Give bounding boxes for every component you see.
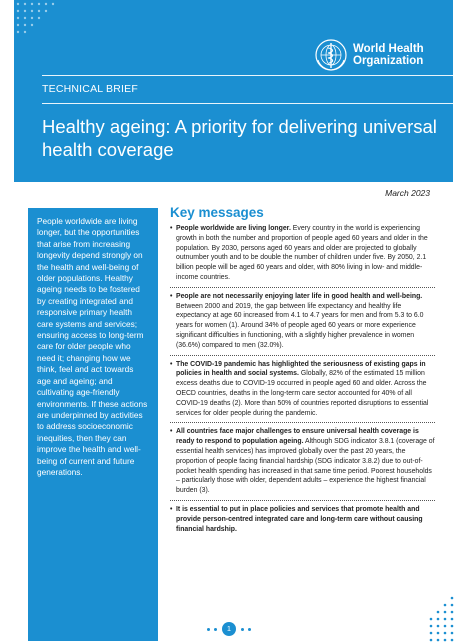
key-message-item: • All countries face major challenges to ensure universal health coverage is ready to respond to population ageing. Although SDG indicator 3.8.1 (coverage of essential health services) has improved globally over the past 20 years, the proportion of people facing financial hardship (SDG indicator 3.8.2) due to out-of-pocket health spending has increased in that same time period. Poorest households – particularly those with older, dependent adults – experience the highest financial burden (3). (170, 428, 435, 495)
key-messages-section (170, 205, 435, 534)
who-emblem-icon (314, 38, 348, 72)
decorative-dot (207, 628, 210, 631)
organization-name: World Health Organization (353, 42, 424, 67)
summary-sidebar (28, 208, 158, 641)
publication-date: March 2023 (385, 188, 430, 198)
page-title: Healthy ageing: A priority for delivering universal health coverage (42, 116, 437, 160)
dotted-divider (170, 287, 435, 288)
summary-text: People worldwide are living longer, but the opportunities that arise from increasing longevity depend strongly on the health and well-being of older populations. Healthy ageing needs to be fostered by creating integrated and responsive primary health care systems and services; ensuring access to long-term care for older people who need it; changing how we think, feel and act towards age and ageing; and cultivating age-friendly environments. If these actions are underpinned by activities to address socioeconomic inequities, then they can improve the health and well-being of current and future generations. (37, 216, 148, 477)
decorative-dot (214, 628, 217, 631)
document-type-label: TECHNICAL BRIEF (42, 83, 138, 95)
dotted-divider (170, 355, 435, 356)
decorative-dots (14, 0, 70, 36)
bullet-icon: • (170, 505, 173, 513)
bullet-icon: • (170, 292, 173, 300)
page-number-indicator (205, 622, 253, 636)
dotted-divider (170, 422, 435, 423)
key-message-item: • People worldwide are living longer. Every country in the world is experiencing growth in both the number and proportion of people aged 60 years and older in the population. By 2030, persons aged 60 years and older are projected to globally outnumber youth and to be double the number of children under five. By 2050, 2.1 billion people will be aged 60 years and older, with 80% living in low- and middle-income countries. (170, 225, 428, 281)
who-logo (314, 38, 424, 72)
key-message-item: • The COVID-19 pandemic has highlighted the seriousness of existing gaps in policies in health and social systems. Globally, 82% of the estimated 15 million excess deaths due to COVID-19 occurred in people aged 60 and older. Across the OECD countries, deaths in the long-term care sector accounted for 40% of all COVID-19 deaths (2). More than 50% of countries reported disruptions to essential services for older people during the pandemic. (170, 360, 429, 417)
key-message-item: • It is essential to put in place policies and services that promote health and provide person-centred integrated care and long-term care without causing financial hardship. (170, 505, 423, 533)
dotted-divider (170, 500, 435, 501)
decorative-dot (248, 628, 251, 631)
page-number: 1 (222, 622, 236, 636)
bullet-icon: • (170, 225, 173, 232)
decorative-dot (241, 628, 244, 631)
divider (42, 103, 453, 104)
header-banner (14, 0, 453, 182)
key-messages-heading: Key messages (170, 205, 264, 220)
bullet-icon: • (170, 360, 173, 368)
divider (42, 75, 453, 76)
key-message-item: • People are not necessarily enjoying later life in good health and well-being. Between 2000 and 2019, the gap between life expectancy and healthy life expectancy at age 60 increased from 4.1 to 4.7 years for men and from 5.3 to 6.0 years for women (1). Around 34% of people aged 60 years or more experience significant difficulties in functioning, with a slightly higher prevalence in women (36.6%) compared to men (32.0%). (170, 292, 424, 349)
bullet-icon: • (170, 428, 173, 436)
decorative-dots (426, 594, 456, 644)
